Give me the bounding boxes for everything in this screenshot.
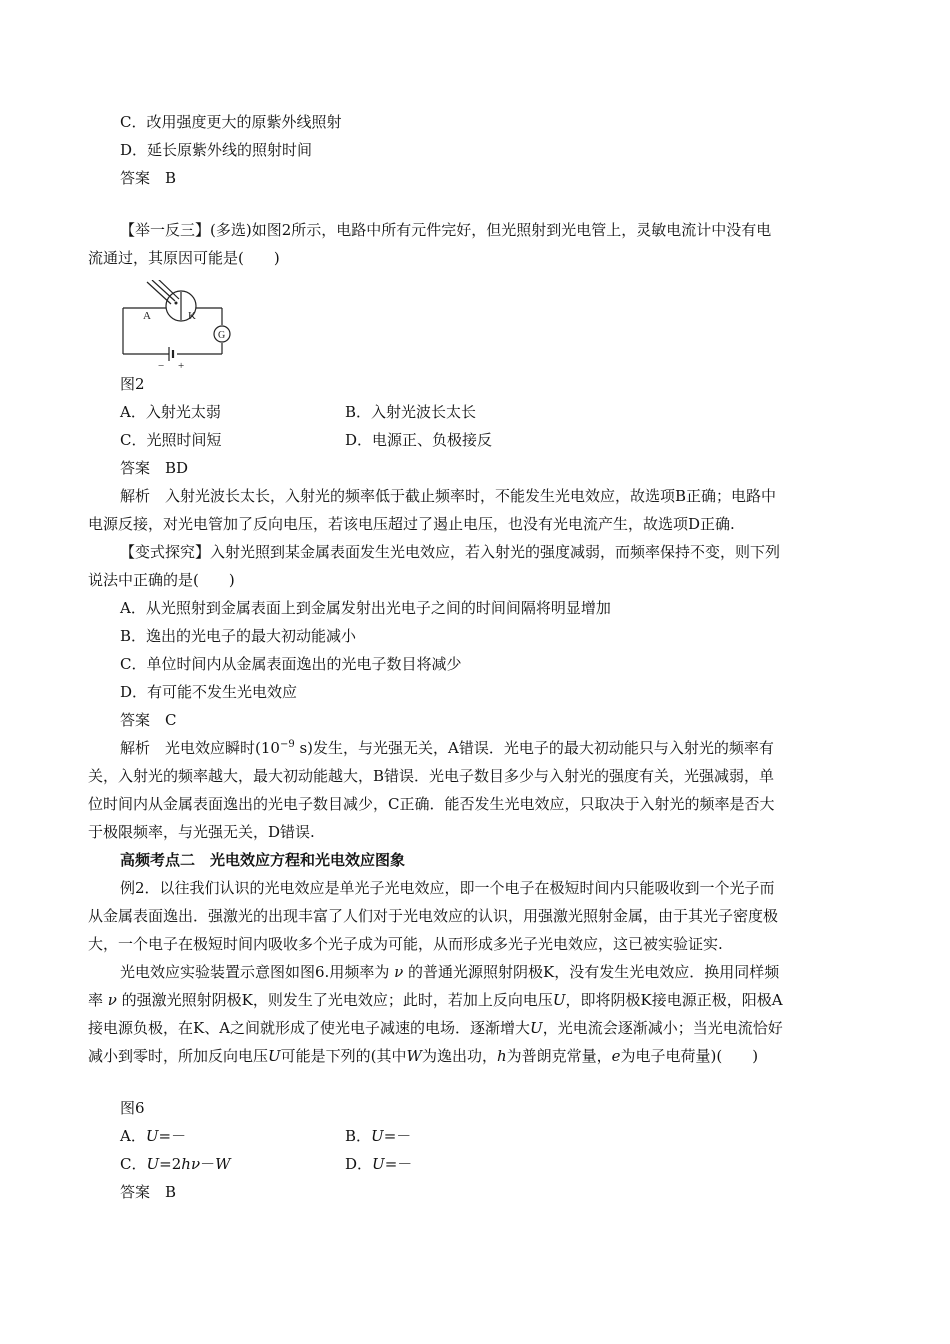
explanation-cont: 电源反接，对光电管加了反向电压，若该电压超过了遏止电压，也没有光电流产生，故选项D正确.	[88, 515, 735, 533]
example-paragraph: 例2．以往我们认识的光电效应是单光子光电效应，即一个电子在极短时间内只能吸收到一个光子而	[120, 879, 775, 897]
explanation-cont: 于极限频率，与光强无关，D错误.	[88, 823, 315, 841]
answer: 答案 C	[120, 711, 177, 729]
section-heading: 高频考点二 光电效应方程和光电效应图象	[120, 851, 406, 869]
figure-label: 图2	[120, 375, 145, 393]
explanation: 解析 光电效应瞬时($10^{-9}$ s)发生，与光强无关，A错误．光电子的最大初动能只与入射光的频率有	[120, 739, 774, 757]
example-paragraph: 光电效应实验装置示意图如图6.用频率为 ν 的普通光源照射阴极K，没有发生光电效应．换用同样频	[120, 963, 780, 981]
circuit-diagram	[118, 280, 238, 372]
question-stem: 【变式探究】入射光照到某金属表面发生光电效应，若入射光的强度减弱，而频率保持不变，则下列	[120, 543, 781, 561]
option-d: D．有可能不发生光电效应	[120, 683, 298, 701]
explanation-cont: 位时间内从金属表面逸出的光电子数目减少，C正确．能否发生光电效应，只取决于入射光的频率是否大	[88, 795, 775, 813]
option-a: A．U=－	[120, 1127, 187, 1145]
example-paragraph-cont: 接电源负极，在K、A之间就形成了使光电子减速的电场．逐渐增大U，光电流会逐渐减小；当光电流恰好	[88, 1019, 783, 1037]
example-paragraph-cont: 从金属表面逸出．强激光的出现丰富了人们对于光电效应的认识，用强激光照射金属，由于其光子密度极	[88, 907, 779, 925]
example-paragraph-cont: 减小到零时，所加反向电压U可能是下列的(其中W为逸出功，h为普朗克常量，e为电子电荷量)( )	[88, 1047, 759, 1065]
option-d: D．电源正、负极接反	[345, 431, 493, 449]
option-d: D．延长原紫外线的照射时间	[120, 141, 313, 159]
option-a: A．从光照射到金属表面上到金属发射出光电子之间的时间间隔将明显增加	[120, 599, 611, 617]
option-c: C．U=2hν－W	[120, 1155, 231, 1173]
question-stem: 【举一反三】(多选)如图2所示，电路中所有元件完好，但光照射到光电管上，灵敏电流计中没有电	[120, 221, 772, 239]
answer: 答案 B	[120, 169, 177, 187]
option-c: C．单位时间内从金属表面逸出的光电子数目将减少	[120, 655, 462, 673]
option-c: C．改用强度更大的原紫外线照射	[120, 113, 342, 131]
question-stem-cont: 流通过，其原因可能是( )	[88, 249, 280, 267]
question-stem-cont: 说法中正确的是( )	[88, 571, 235, 589]
option-d: D．U=－	[345, 1155, 413, 1173]
option-a: A．入射光太弱	[120, 403, 221, 421]
label-plus: +	[178, 360, 185, 372]
option-c: C．光照时间短	[120, 431, 222, 449]
option-b: B．逸出的光电子的最大初动能减小	[120, 627, 357, 645]
option-b: B．U=－	[345, 1127, 412, 1145]
figure-label: 图6	[120, 1099, 145, 1117]
answer: 答案 B	[120, 1183, 177, 1201]
example-paragraph-cont: 大，一个电子在极短时间内吸收多个光子成为可能，从而形成多光子光电效应，这已被实验证实.	[88, 935, 723, 953]
explanation: 解析 入射光波长太长，入射光的频率低于截止频率时，不能发生光电效应，故选项B正确；电路中	[120, 487, 777, 505]
answer: 答案 BD	[120, 459, 189, 477]
label-minus: −	[158, 360, 165, 372]
example-paragraph-cont: 率 ν 的强激光照射阴极K，则发生了光电效应；此时，若加上反向电压U，即将阴极K接电源正极，阳极A	[88, 991, 783, 1009]
label-g: G	[218, 330, 226, 341]
option-b: B．入射光波长太长	[345, 403, 477, 421]
label-k: K	[188, 310, 196, 322]
label-a: A	[143, 310, 151, 322]
explanation-cont: 关，入射光的频率越大，最大初动能越大，B错误．光电子数目多少与入射光的强度有关，光强减弱，单	[88, 767, 775, 785]
